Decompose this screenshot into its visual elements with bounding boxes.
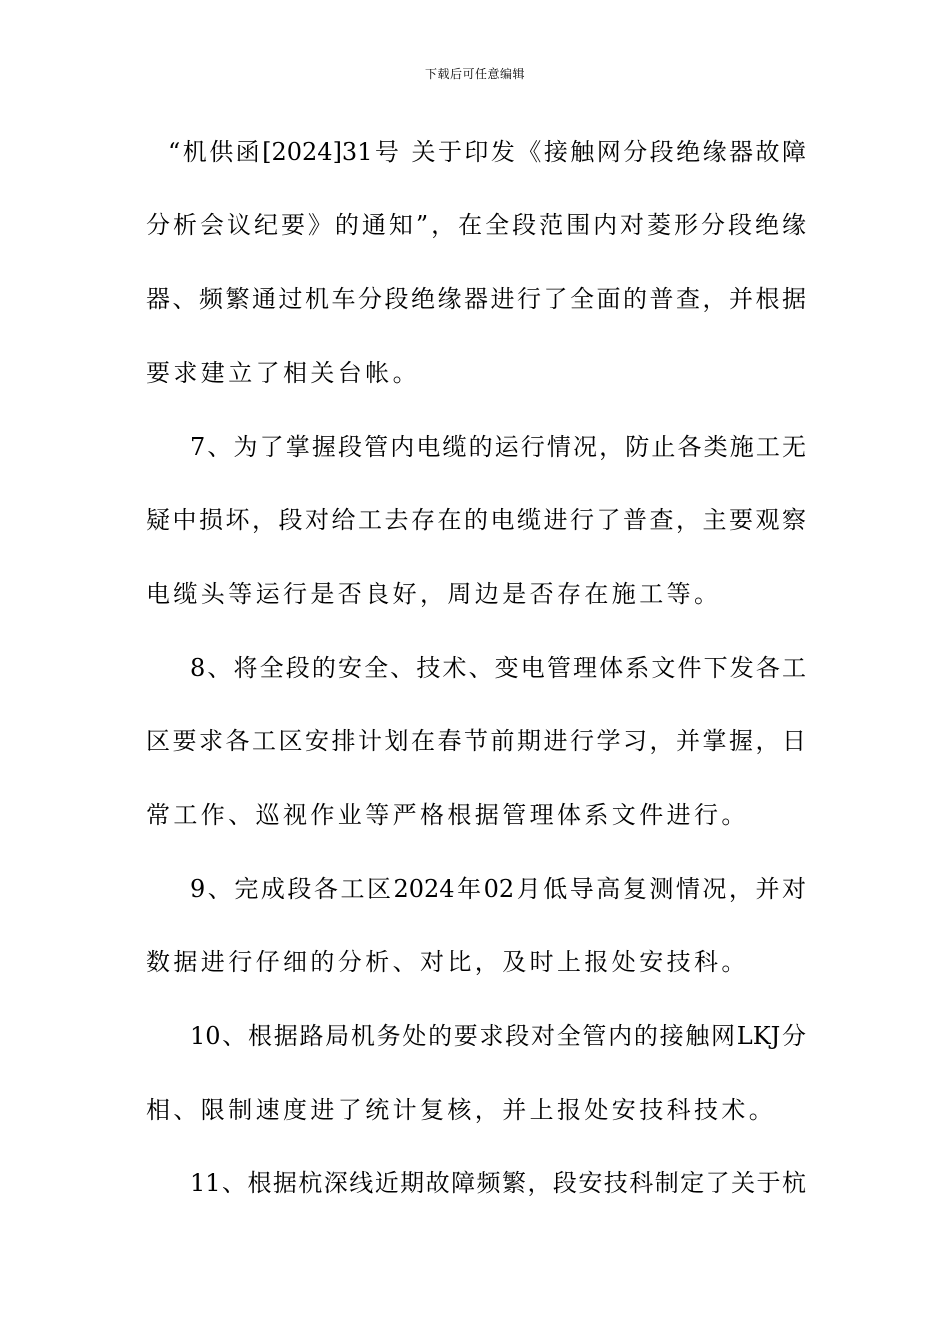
header-note: 下载后可任意编辑 xyxy=(424,67,525,81)
body-line: 数据进行仔细的分析、对比，及时上报处安技科。 xyxy=(146,948,749,976)
body-line: 分析会议纪要》的通知”，在全段范围内对菱形分段绝缘 xyxy=(146,211,806,239)
body-line: 疑中损坏，段对给工去存在的电缆进行了普查，主要观察 xyxy=(146,506,806,534)
body-line: 7、为了掌握段管内电缆的运行情况，防止各类施工无 xyxy=(190,433,806,461)
body-line: 区要求各工区安排计划在春节前期进行学习，并掌握，日 xyxy=(146,727,806,755)
body-line: 相、限制速度进了统计复核，并上报处安技科技术。 xyxy=(146,1096,777,1124)
body-line: 11、根据杭深线近期故障频繁，段安技科制定了关于杭 xyxy=(190,1169,806,1197)
body-line: 常工作、巡视作业等严格根据管理体系文件进行。 xyxy=(146,801,749,829)
body-line: 8、将全段的安全、技术、变电管理体系文件下发各工 xyxy=(190,654,806,682)
body-line: 10、根据路局机务处的要求段对全管内的接触网LKJ分 xyxy=(190,1022,806,1050)
body-line: 要求建立了相关台帐。 xyxy=(146,359,420,387)
body-line: “机供函[2024]31号 关于印发《接触网分段绝缘器故障 xyxy=(168,138,806,166)
body-line: 9、完成段各工区2024年02月低导高复测情况，并对 xyxy=(190,875,806,903)
body-line: 电缆头等运行是否良好，周边是否存在施工等。 xyxy=(146,580,722,608)
body-line: 器、频繁通过机车分段绝缘器进行了全面的普查，并根据 xyxy=(146,285,806,313)
